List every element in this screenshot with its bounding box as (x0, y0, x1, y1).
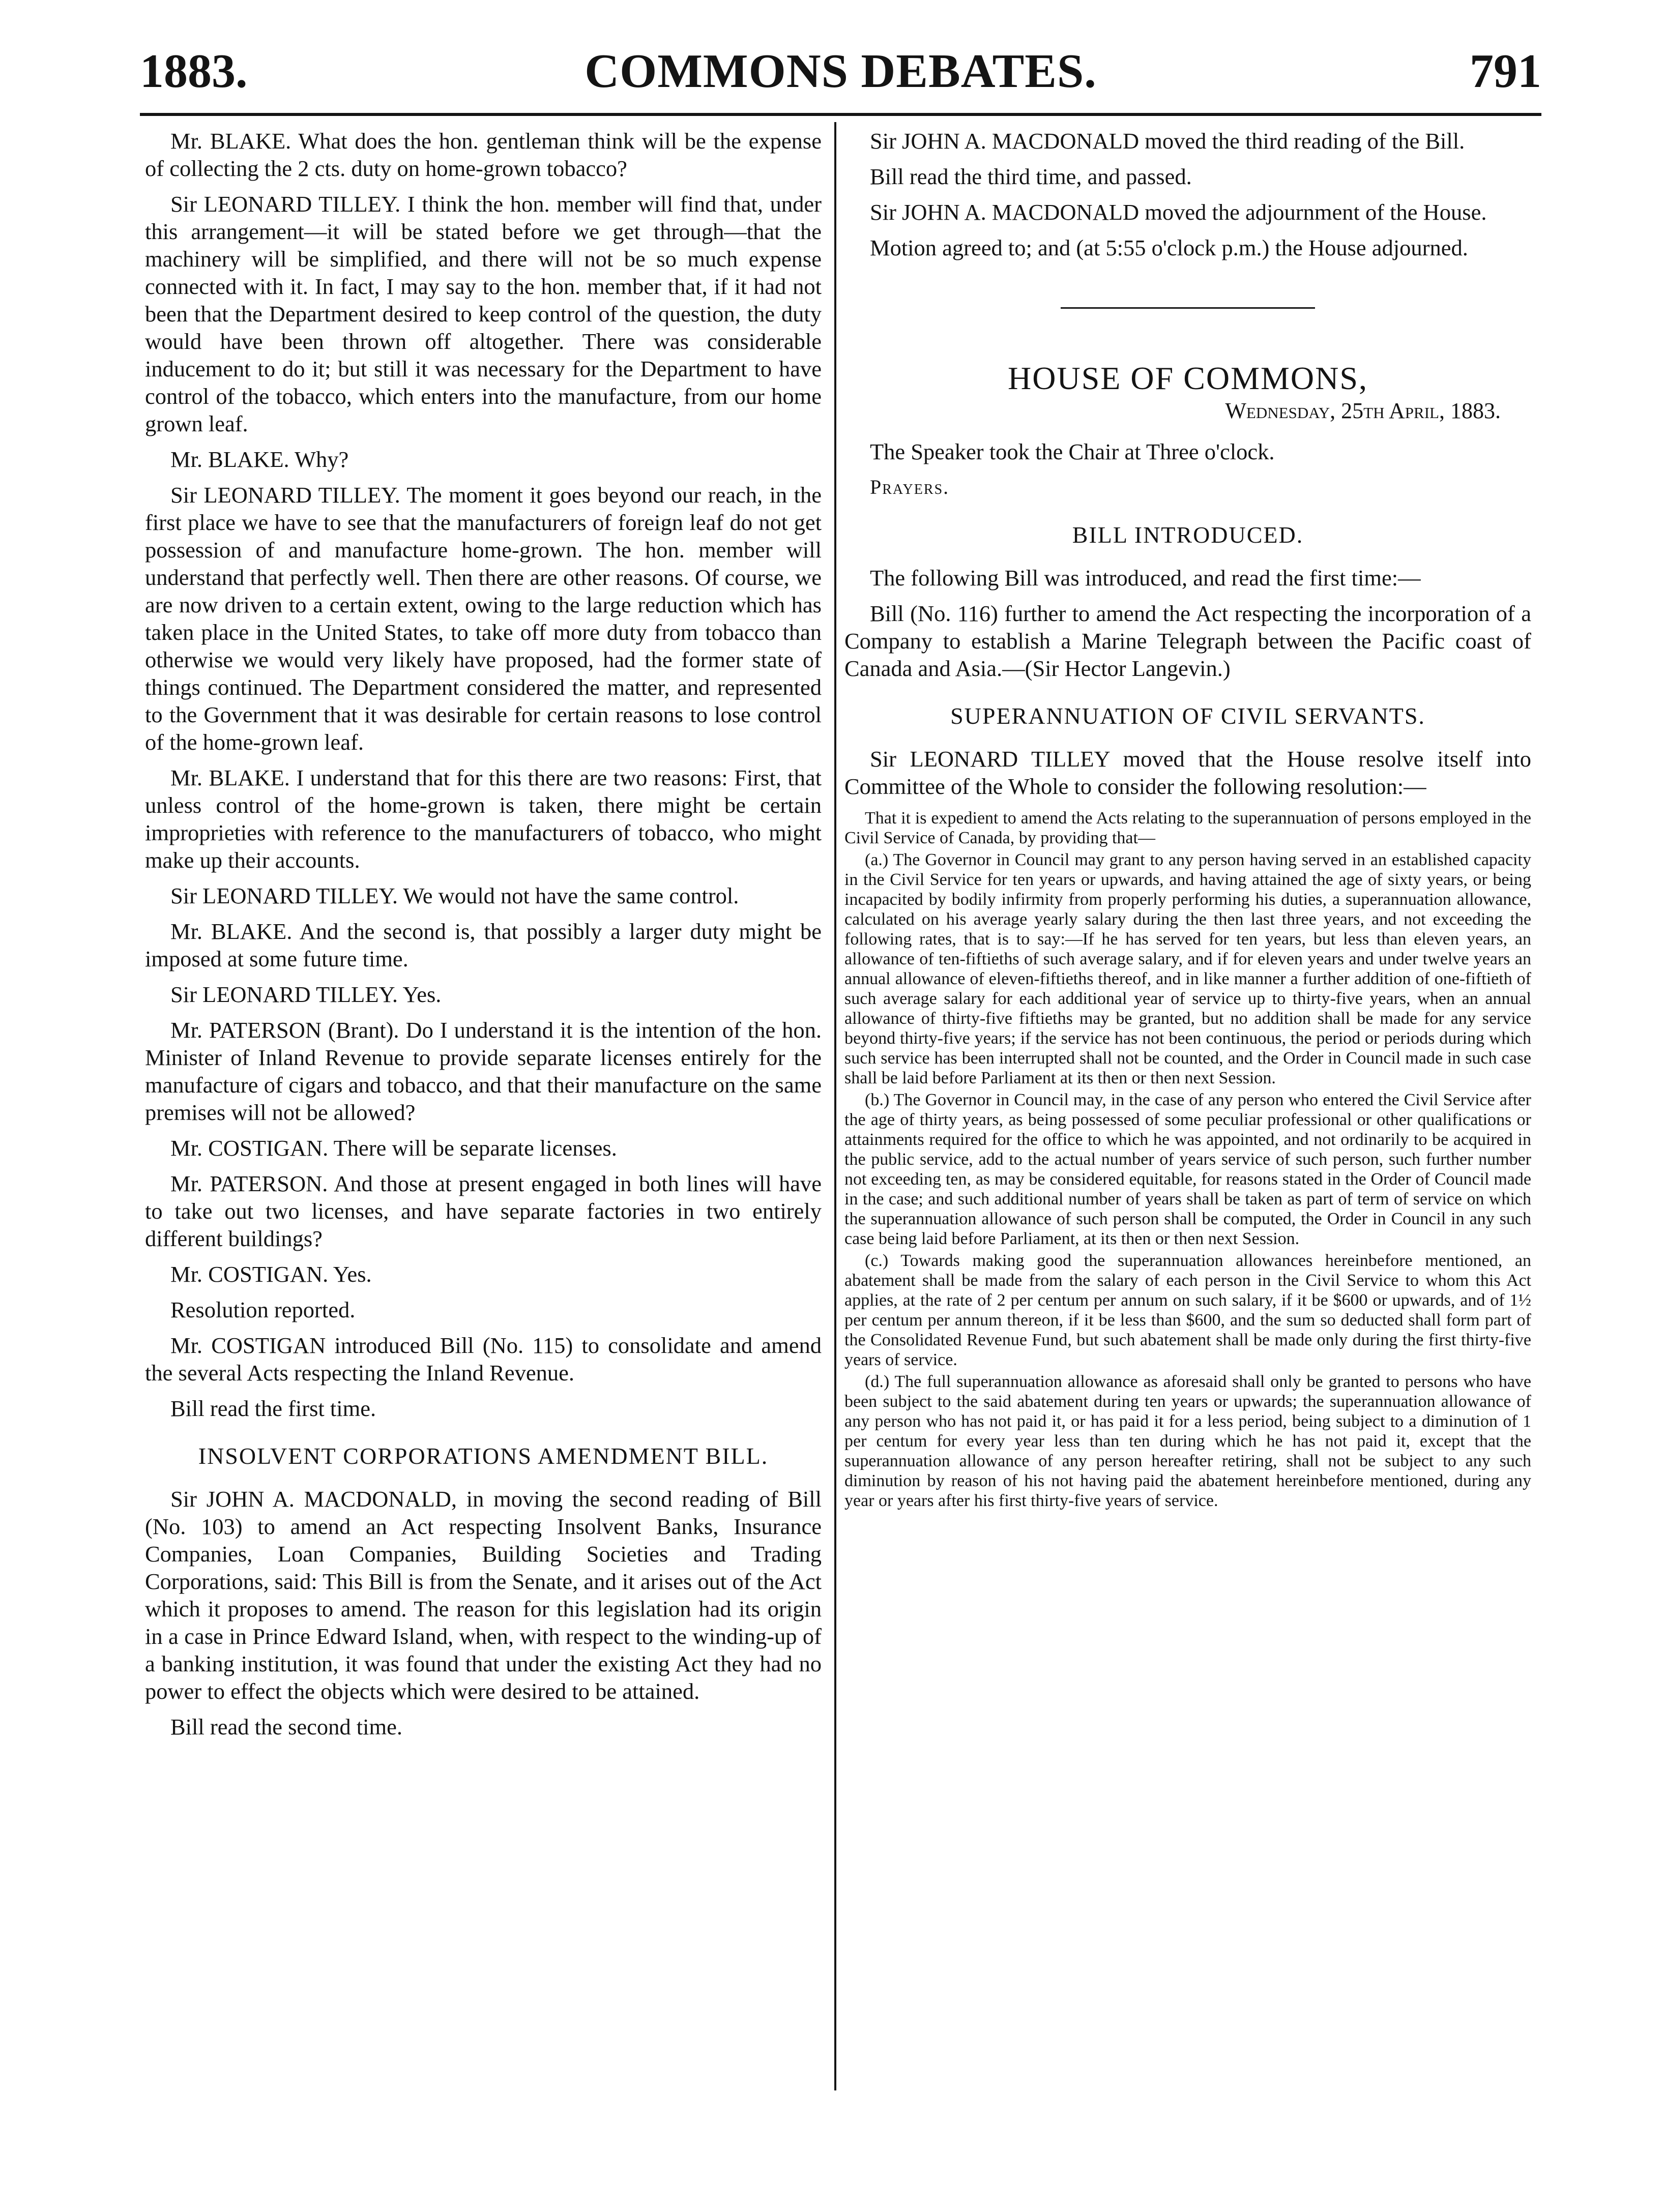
left-column (145, 127, 822, 1749)
paragraph: Sir LEONARD TILLEY. We would not have the same control. (170, 883, 739, 908)
paragraph: Sir JOHN A. MACDONALD, in moving the second reading of Bill (No. 103) to amend an Act respecting Insolvent Banks, Insurance Companies, Loan Companies, Building Societies and Trading Corporations, said: This Bill is from the Senate, and it arises out of the Act which it proposes to amend. The reason for this legislation had its origin in a case in Prince Edward Island, when, with respect to the winding-up of a banking institution, it was found that under the existing Act they had no power to effect the objects which were desired to be attained. (145, 1486, 822, 1704)
paragraph: Bill read the third time, and passed. (870, 164, 1192, 189)
house-date: Wednesday, 25th April, 1883. (1225, 398, 1501, 423)
superannuation-heading: SUPERANNUATION OF CIVIL SERVANTS. (950, 703, 1425, 729)
paragraph: Mr. BLAKE. And the second is, that possibly a larger duty might be imposed at some future time. (145, 919, 822, 971)
paragraph: Bill (No. 116) further to amend the Act respecting the incorporation of a Company to establish a Marine Telegraph between the Pacific coast of Canada and Asia.—(Sir Hector Langevin.) (844, 601, 1531, 681)
paragraph: The following Bill was introduced, and read the first time:— (870, 565, 1421, 591)
paragraph: Mr. BLAKE. I understand that for this there are two reasons: First, that unless control of the home-grown is taken, there might be certain improprieties with reference to the manufacturers of tobacco, who might make up their accounts. (145, 765, 822, 873)
header-rule (140, 113, 1541, 116)
paragraph: Sir LEONARD TILLEY. Yes. (170, 982, 442, 1007)
paragraph: Resolution reported. (170, 1297, 356, 1322)
paragraph: Mr. COSTIGAN. Yes. (170, 1261, 372, 1287)
header-page-number: 791 (1470, 45, 1541, 98)
paragraph: Sir LEONARD TILLEY. The moment it goes beyond our reach, in the first place we have to see that the manufacturers of foreign leaf do not get possession of and manufacture home-grown. The hon. member will understand that perfectly well. Then there are other reasons. Of course, we are now driven to a certain extent, owing to the large reduction which has taken place in the United States, to take off more duty from tobacco than otherwise we would very likely have proposed, had the former state of things continued. The Department considered the matter, and represented to the Government that it was desirable for certain reasons to lose control of the home-grown leaf. (145, 482, 822, 755)
paragraph: Mr. COSTIGAN. There will be separate licenses. (170, 1135, 617, 1161)
section-heading: INSOLVENT CORPORATIONS AMENDMENT BILL. (198, 1443, 769, 1469)
paragraph: Sir JOHN A. MACDONALD moved the third reading of the Bill. (870, 128, 1465, 154)
paragraph: Motion agreed to; and (at 5:55 o'clock p.m.) the House adjourned. (870, 235, 1468, 260)
resolution-clause: That it is expedient to amend the Acts relating to the superannuation of persons employed in the Civil Service of Canada, by providing that— (844, 809, 1531, 847)
paragraph: Bill read the second time. (170, 1714, 402, 1739)
right-column (844, 127, 1531, 1513)
house-title: HOUSE OF COMMONS, (1008, 360, 1368, 396)
section-rule (1061, 307, 1315, 309)
paragraph: Mr. PATERSON. And those at present engaged in both lines will have to take out two licenses, and have separate factories in two entirely different buildings? (145, 1171, 822, 1251)
header-title: COMMONS DEBATES. (585, 45, 1097, 98)
header-year: 1883. (140, 45, 248, 98)
paragraph: Mr. COSTIGAN introduced Bill (No. 115) to consolidate and amend the several Acts respecting the Inland Revenue. (145, 1333, 822, 1385)
page-header (140, 43, 1541, 104)
paragraph: Sir LEONARD TILLEY moved that the House resolve itself into Committee of the Whole to consider the following resolution:— (844, 746, 1531, 799)
resolution-clause: (a.) The Governor in Council may grant to any person having served in an established capacity in the Civil Service for ten years or upwards, and having attained the age of sixty years, or being incapacited by bodily infirmity from properly performing his duties, a superannuation allowance, calculated on his average yearly salary during the then last three years, and not exceeding the following rates, that is to say:—If he has served for ten years, but less than eleven years, an allowance of ten-fiftieths of such average salary, and if for eleven years and under twelve years an annual allowance of eleven-fiftieths thereof, and in like manner a further addition of one-fiftieth of such average salary for each additional year of service up to thirty-five years, when an annual allowance of thirty-five fiftieths may be granted, but no addition shall be made for any service beyond thirty-five years; if the service has not been continuous, the period or periods during which such service has been interrupted shall not be counted, and the Order in Council made in such case shall be laid before Parliament at its then or then next Session. (844, 850, 1531, 1087)
paragraph: Bill read the first time. (170, 1396, 376, 1421)
paragraph: Mr. PATERSON (Brant). Do I understand it is the intention of the hon. Minister of Inland Revenue to provide separate licenses entirely for the manufacture of cigars and tobacco, and that their manufacture on the same premises will not be allowed? (145, 1017, 822, 1125)
paragraph: Sir LEONARD TILLEY. I think the hon. member will find that, under this arrangement—it will be stated before we get through—that the machinery will be simplified, and there will not be so much expense connected with it. In fact, I may say to the hon. member that, if it had not been that the Department desired to keep control of the question, the duty would have been thrown off altogether. There was considerable inducement to do it; but still it was necessary for the Department to have control of the tobacco, which enters into the manufacture, from our home grown leaf. (145, 191, 822, 436)
speaker-line: The Speaker took the Chair at Three o'clock. (870, 439, 1275, 464)
paragraph: Mr. BLAKE. Why? (170, 447, 349, 472)
resolution-clause: (b.) The Governor in Council may, in the case of any person who entered the Civil Service after the age of thirty years, as being possessed of some peculiar professional or other qualifications or attainments required for the office to which he was appointed, and not ordinarily to be acquired in the public service, add to the actual number of years service of such person, such further number not exceeding ten, as may be considered equitable, for reasons stated in the Order of Council made in the case; and such additional number of years shall be taken as part of term of service on which the superannuation allowance of such person shall be computed, the Order in Council in any such case being laid before Parliament, at its then or then next Session. (844, 1090, 1531, 1248)
column-divider (834, 122, 836, 2090)
paragraph: Sir JOHN A. MACDONALD moved the adjournment of the House. (870, 199, 1487, 225)
prayers: Prayers. (870, 476, 950, 498)
resolution-text (844, 808, 1531, 1511)
paragraph: Mr. BLAKE. What does the hon. gentleman think will be the expense of collecting the 2 cts. duty on home-grown tobacco? (145, 128, 822, 181)
resolution-clause: (c.) Towards making good the superannuation allowances hereinbefore mentioned, an abatement shall be made from the salary of each person in the Civil Service to whom this Act applies, at the rate of 2 per centum per annum on such salary, if it be $600 or upwards, and of 1½ per centum per annum thereon, if it be less than $600, and the sum so deducted shall form part of the Consolidated Revenue Fund, but such abatement shall be made only during the first thirty-five years of service. (844, 1251, 1531, 1369)
resolution-clause: (d.) The full superannuation allowance as aforesaid shall only be granted to persons who have been subject to the said abatement during ten years or upwards; the superannuation allowance of any person who has not paid it, or has paid it for a less period, being subject to a diminution of 1 per centum for every year less than ten during which he has not paid it, except that the superannuation allowance of any person hereafter retiring, shall not be subject to any such diminution by reason of his not having paid the abatement hereinbefore mentioned, during any year or years after his first thirty-five years of service. (844, 1372, 1531, 1510)
bill-heading: BILL INTRODUCED. (1072, 522, 1304, 548)
